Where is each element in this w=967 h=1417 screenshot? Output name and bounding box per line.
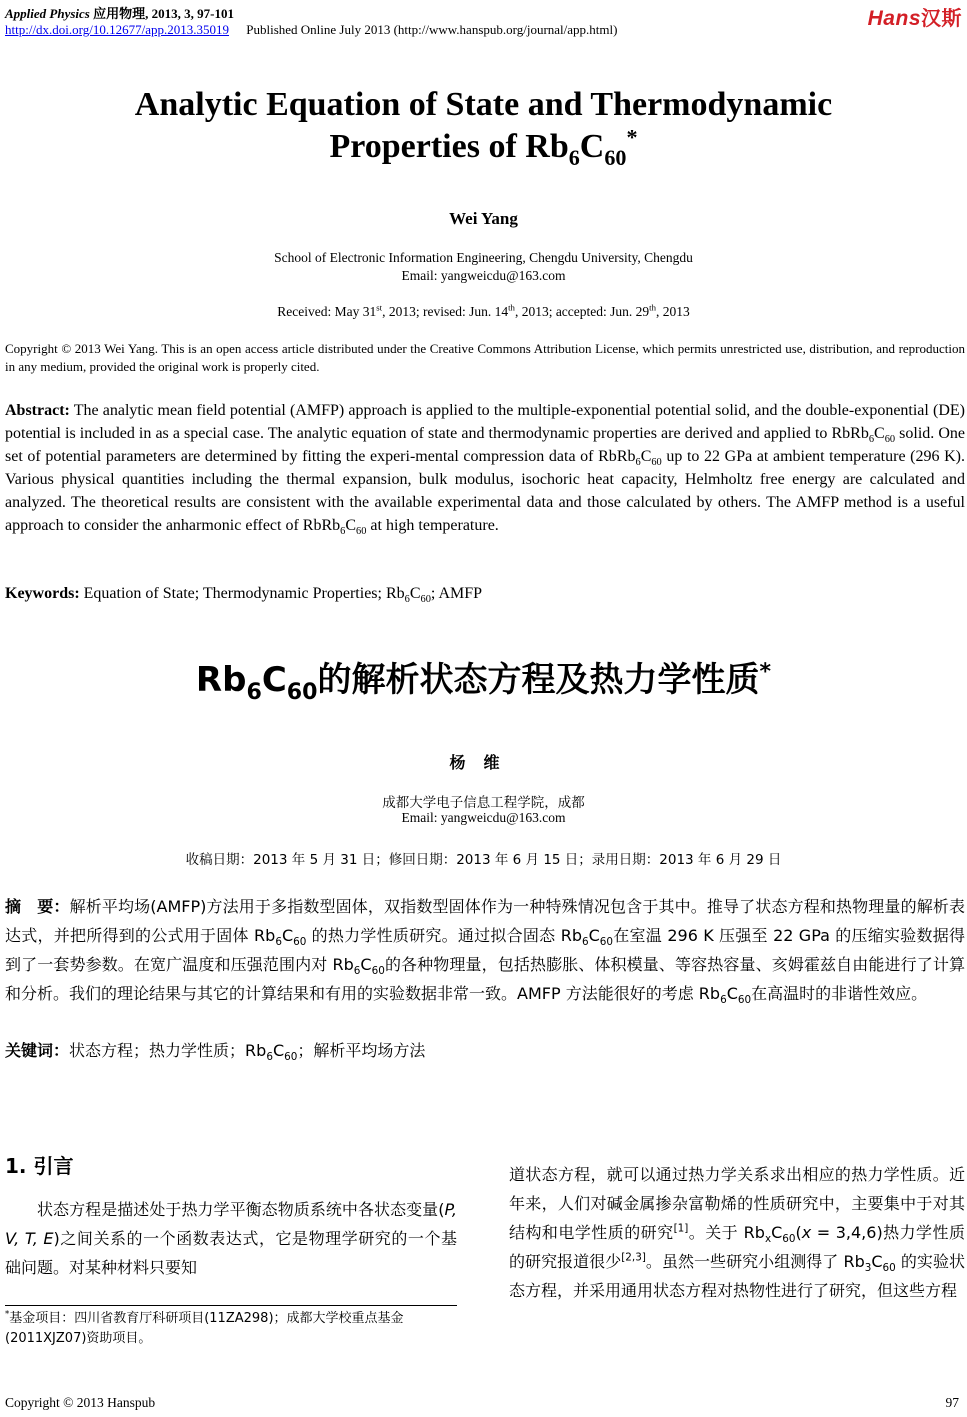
- affiliation-en: School of Electronic Information Engineering, Chengdu University, Chengdu: [274, 250, 693, 265]
- footnote: *基金项目：四川省教育厅科研项目(11ZA298)；成都大学校重点基金(2011XJZ07)资助项目。: [5, 1308, 404, 1346]
- abstract-en: Abstract: The analytic mean field potential (AMFP) approach is applied to the multiple-exponential potential solid, and the double-exponential (DE) potential is included in as a special case. The analytic equation of state and thermodynamic properties are derived and applied to $RbRb_6C_{60}$ solid. One set of potential parameters are determined by fitting the experi-mental compression data of $RbRb_6C_{60}$ up to 22 GPa at ambient temperature (296 K). Various physical quantities including the thermal expansion, bulk modulus, isochoric heat capacity, Helmholtz free energy are calculated and analyzed. The theoretical results are consistent with the available experimental data and those calculated by others. The AMFP method is a useful approach to consider the anharmonic effect of $RbRb_6C_{60}$ at high temperature.: [5, 402, 966, 538]
- page-number: 97: [945, 1395, 959, 1410]
- title-line-1: Analytic Equation of State and Thermodynamic: [134, 86, 833, 123]
- author-cn: 杨维: [449, 753, 518, 772]
- published-online: Published Online July 2013 (http://www.hanspub.org/journal/app.html): [246, 22, 618, 37]
- copyright-note: Copyright © 2013 Wei Yang. This is an open access article distributed under the Creative Commons Attribution License, which permits unrestricted use, distribution, and reproduction in any medium, provided the original work is properly cited.: [5, 341, 965, 374]
- author-en: Wei Yang: [449, 209, 518, 228]
- received-dates: Received: May 31st, 2013; revised: Jun. 14th, 2013; accepted: Jun. 29th, 2013: [277, 302, 690, 319]
- email-cn: Email: yangweicdu@163.com: [401, 810, 566, 825]
- dates-cn: 收稿日期：2013 年 5 月 31 日；修回日期：2013 年 6 月 15 日；录用日期：2013 年 6 月 29 日: [185, 852, 782, 868]
- title-cn: $Rb_6C_{60}$的解析状态方程及热力学性质*: [195, 658, 772, 705]
- doi-line: [5, 22, 617, 38]
- section-1-title: 1. 引言: [5, 1154, 74, 1178]
- intro-right-column: 道状态方程，就可以通过热力学关系求出相应的热力学性质。近年来，人们对碱金属掺杂富勒烯的性质研究中，主要集中于对其结构和电学性质的研究[1]。关于 $Rb_xC_{60}(x = 3,4,6)$热力学性质的研究报道很少[2,3]。虽然一些研究小组测得了 $Rb_3C_{60}$ 的实验状态方程，并采用通用状态方程对热物性进行了研究，但这些方程: [509, 1165, 965, 1300]
- keywords-cn: 关键词：状态方程；热力学性质；$Rb_6C_{60}$；解析平均场方法: [5, 1041, 426, 1064]
- keywords-en: Keywords: Equation of State; Thermodynamic Properties; $Rb_6C_{60}$; AMFP: [5, 585, 483, 606]
- email-en: Email: yangweicdu@163.com: [401, 268, 566, 283]
- citation-1[interactable]: [1]: [673, 1222, 689, 1235]
- journal-volume: 应用物理, 2013, 3, 97-101: [93, 6, 234, 21]
- footer-copyright: Copyright © 2013 Hanspub: [5, 1395, 156, 1410]
- title-line-2: Properties of $Rb_6C_{60}^*$: [329, 124, 638, 170]
- doi-link[interactable]: http://dx.doi.org/10.12677/app.2013.35019: [5, 22, 230, 37]
- journal-name: Applied Physics: [5, 6, 90, 21]
- title-en: [0, 84, 967, 168]
- footnote-rule: [5, 1305, 457, 1306]
- citation-2-3[interactable]: [2,3]: [621, 1251, 646, 1264]
- affiliation-cn: 成都大学电子信息工程学院，成都: [382, 795, 585, 811]
- hans-logo: Hans汉斯: [867, 7, 962, 30]
- intro-left-column: 状态方程是描述处于热力学平衡态物质系统中各状态变量(P, V, T, E)之间关系的一个函数表达式，它是物理学研究的一个基础问题。对某种材料只要知: [5, 1200, 458, 1277]
- journal-header: [5, 3, 234, 22]
- abstract-cn: 摘 要：解析平均场(AMFP)方法用于多指数型固体，双指数型固体作为一种特殊情况包含于其中。推导了状态方程和热物理量的解析表达式，并把所得到的公式用于固体 $Rb_6C_{60}$ 的热力学性质研究。通过拟合固态 $Rb_6C_{60}$在室温 296 K 压强至 22 GPa 的压缩实验数据得到了一套势参数。在宽广温度和压强范围内对 $Rb_6C_{60}$的各种物理量，包括热膨胀、体积模量、等容热容量、亥姆霍兹自由能进行了计算和分析。我们的理论结果与其它的计算结果和有用的实验数据非常一致。AMFP 方法能很好的考虑 $Rb_6C_{60}$在高温时的非谐性效应。: [5, 897, 965, 1007]
